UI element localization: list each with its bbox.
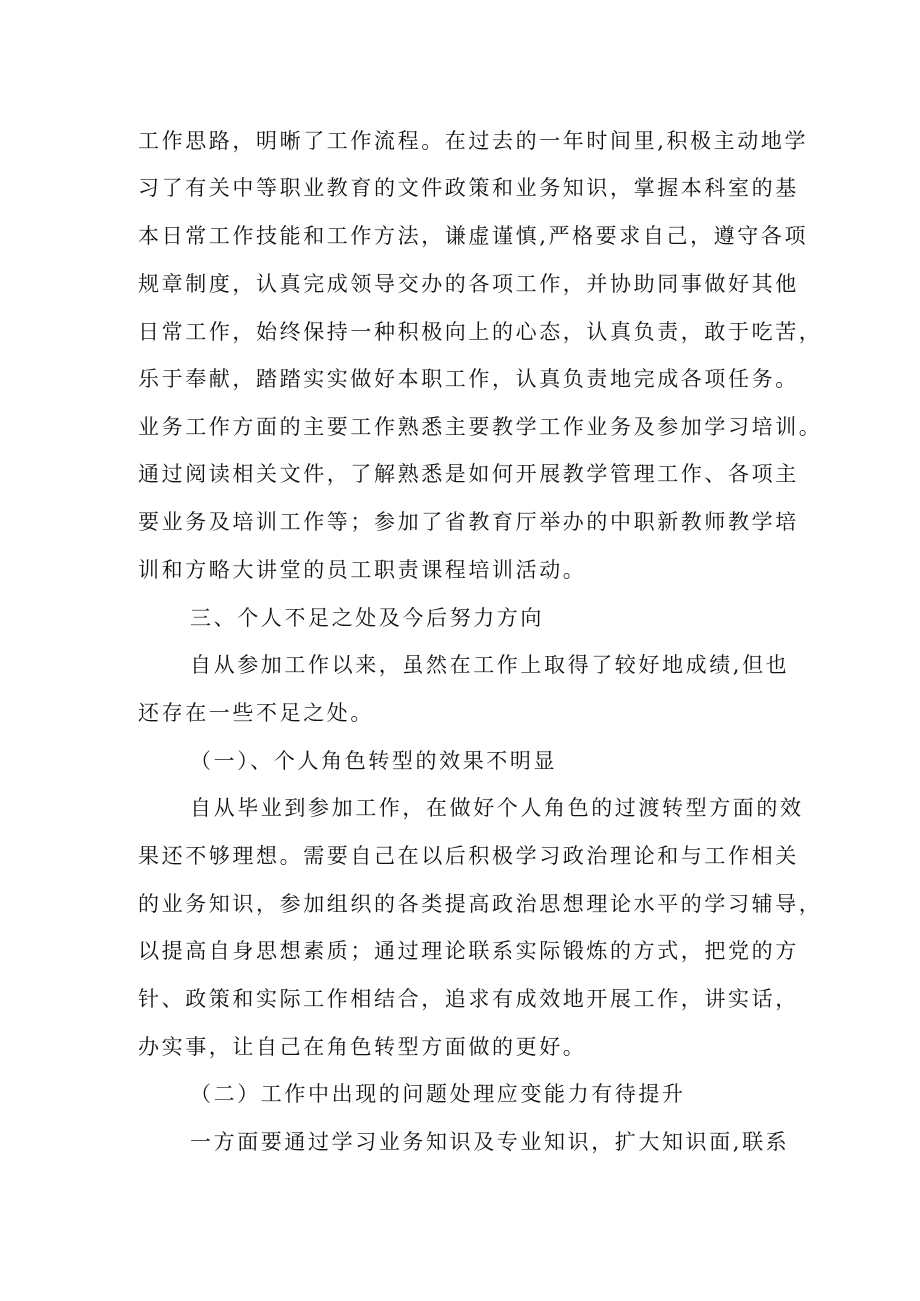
text-line: 一方面要通过学习业务知识及专业知识，扩大知识面,联系: [190, 1130, 790, 1154]
subsection-heading: （二）工作中出现的问题处理应变能力有待提升: [190, 1082, 686, 1106]
text-line: 以提高自身思想素质；通过理论联系实际锻炼的方式，把党的方: [138, 939, 799, 963]
text-line: 的业务知识，参加组织的各类提高政治思想理论水平的学习辅导，: [138, 892, 823, 916]
text-line: 自从参加工作以来，虽然在工作上取得了较好地成绩,但也: [190, 653, 790, 677]
text-line: 工作思路，明晰了工作流程。在过去的一年时间里,积极主动地学: [138, 129, 809, 153]
text-line: 训和方略大讲堂的员工职责课程培训活动。: [138, 558, 587, 582]
text-line: 规章制度，认真完成领导交办的各项工作，并协助同事做好其他: [138, 272, 799, 296]
text-line: 要业务及培训工作等；参加了省教育厅举办的中职新教师教学培: [138, 510, 799, 534]
text-line: 办实事，让自己在角色转型方面做的更好。: [138, 1035, 587, 1059]
text-line: 业务工作方面的主要工作熟悉主要教学工作业务及参加学习培训。: [138, 415, 823, 439]
text-line: 通过阅读相关文件，了解熟悉是如何开展教学管理工作、各项主: [138, 462, 799, 486]
text-line: 习了有关中等职业教育的文件政策和业务知识，掌握本科室的基: [138, 176, 799, 200]
section-heading: 三、个人不足之处及今后努力方向: [190, 606, 544, 630]
text-line: 果还不够理想。需要自己在以后积极学习政治理论和与工作相关: [138, 844, 799, 868]
text-line: 还存在一些不足之处。: [138, 701, 374, 725]
text-line: 本日常工作技能和工作方法，谦虚谨慎,严格要求自己，遵守各项: [138, 224, 809, 248]
text-line: 针、政策和实际工作相结合，追求有成效地开展工作，讲实话，: [138, 987, 799, 1011]
text-line: 乐于奉献，踏踏实实做好本职工作，认真负责地完成各项任务。: [138, 367, 799, 391]
text-line: 日常工作，始终保持一种积极向上的心态，认真负责，敢于吃苦，: [138, 320, 823, 344]
text-line: 自从毕业到参加工作，在做好个人角色的过渡转型方面的效: [190, 796, 804, 820]
subsection-heading: （一）、个人角色转型的效果不明显: [190, 749, 558, 773]
